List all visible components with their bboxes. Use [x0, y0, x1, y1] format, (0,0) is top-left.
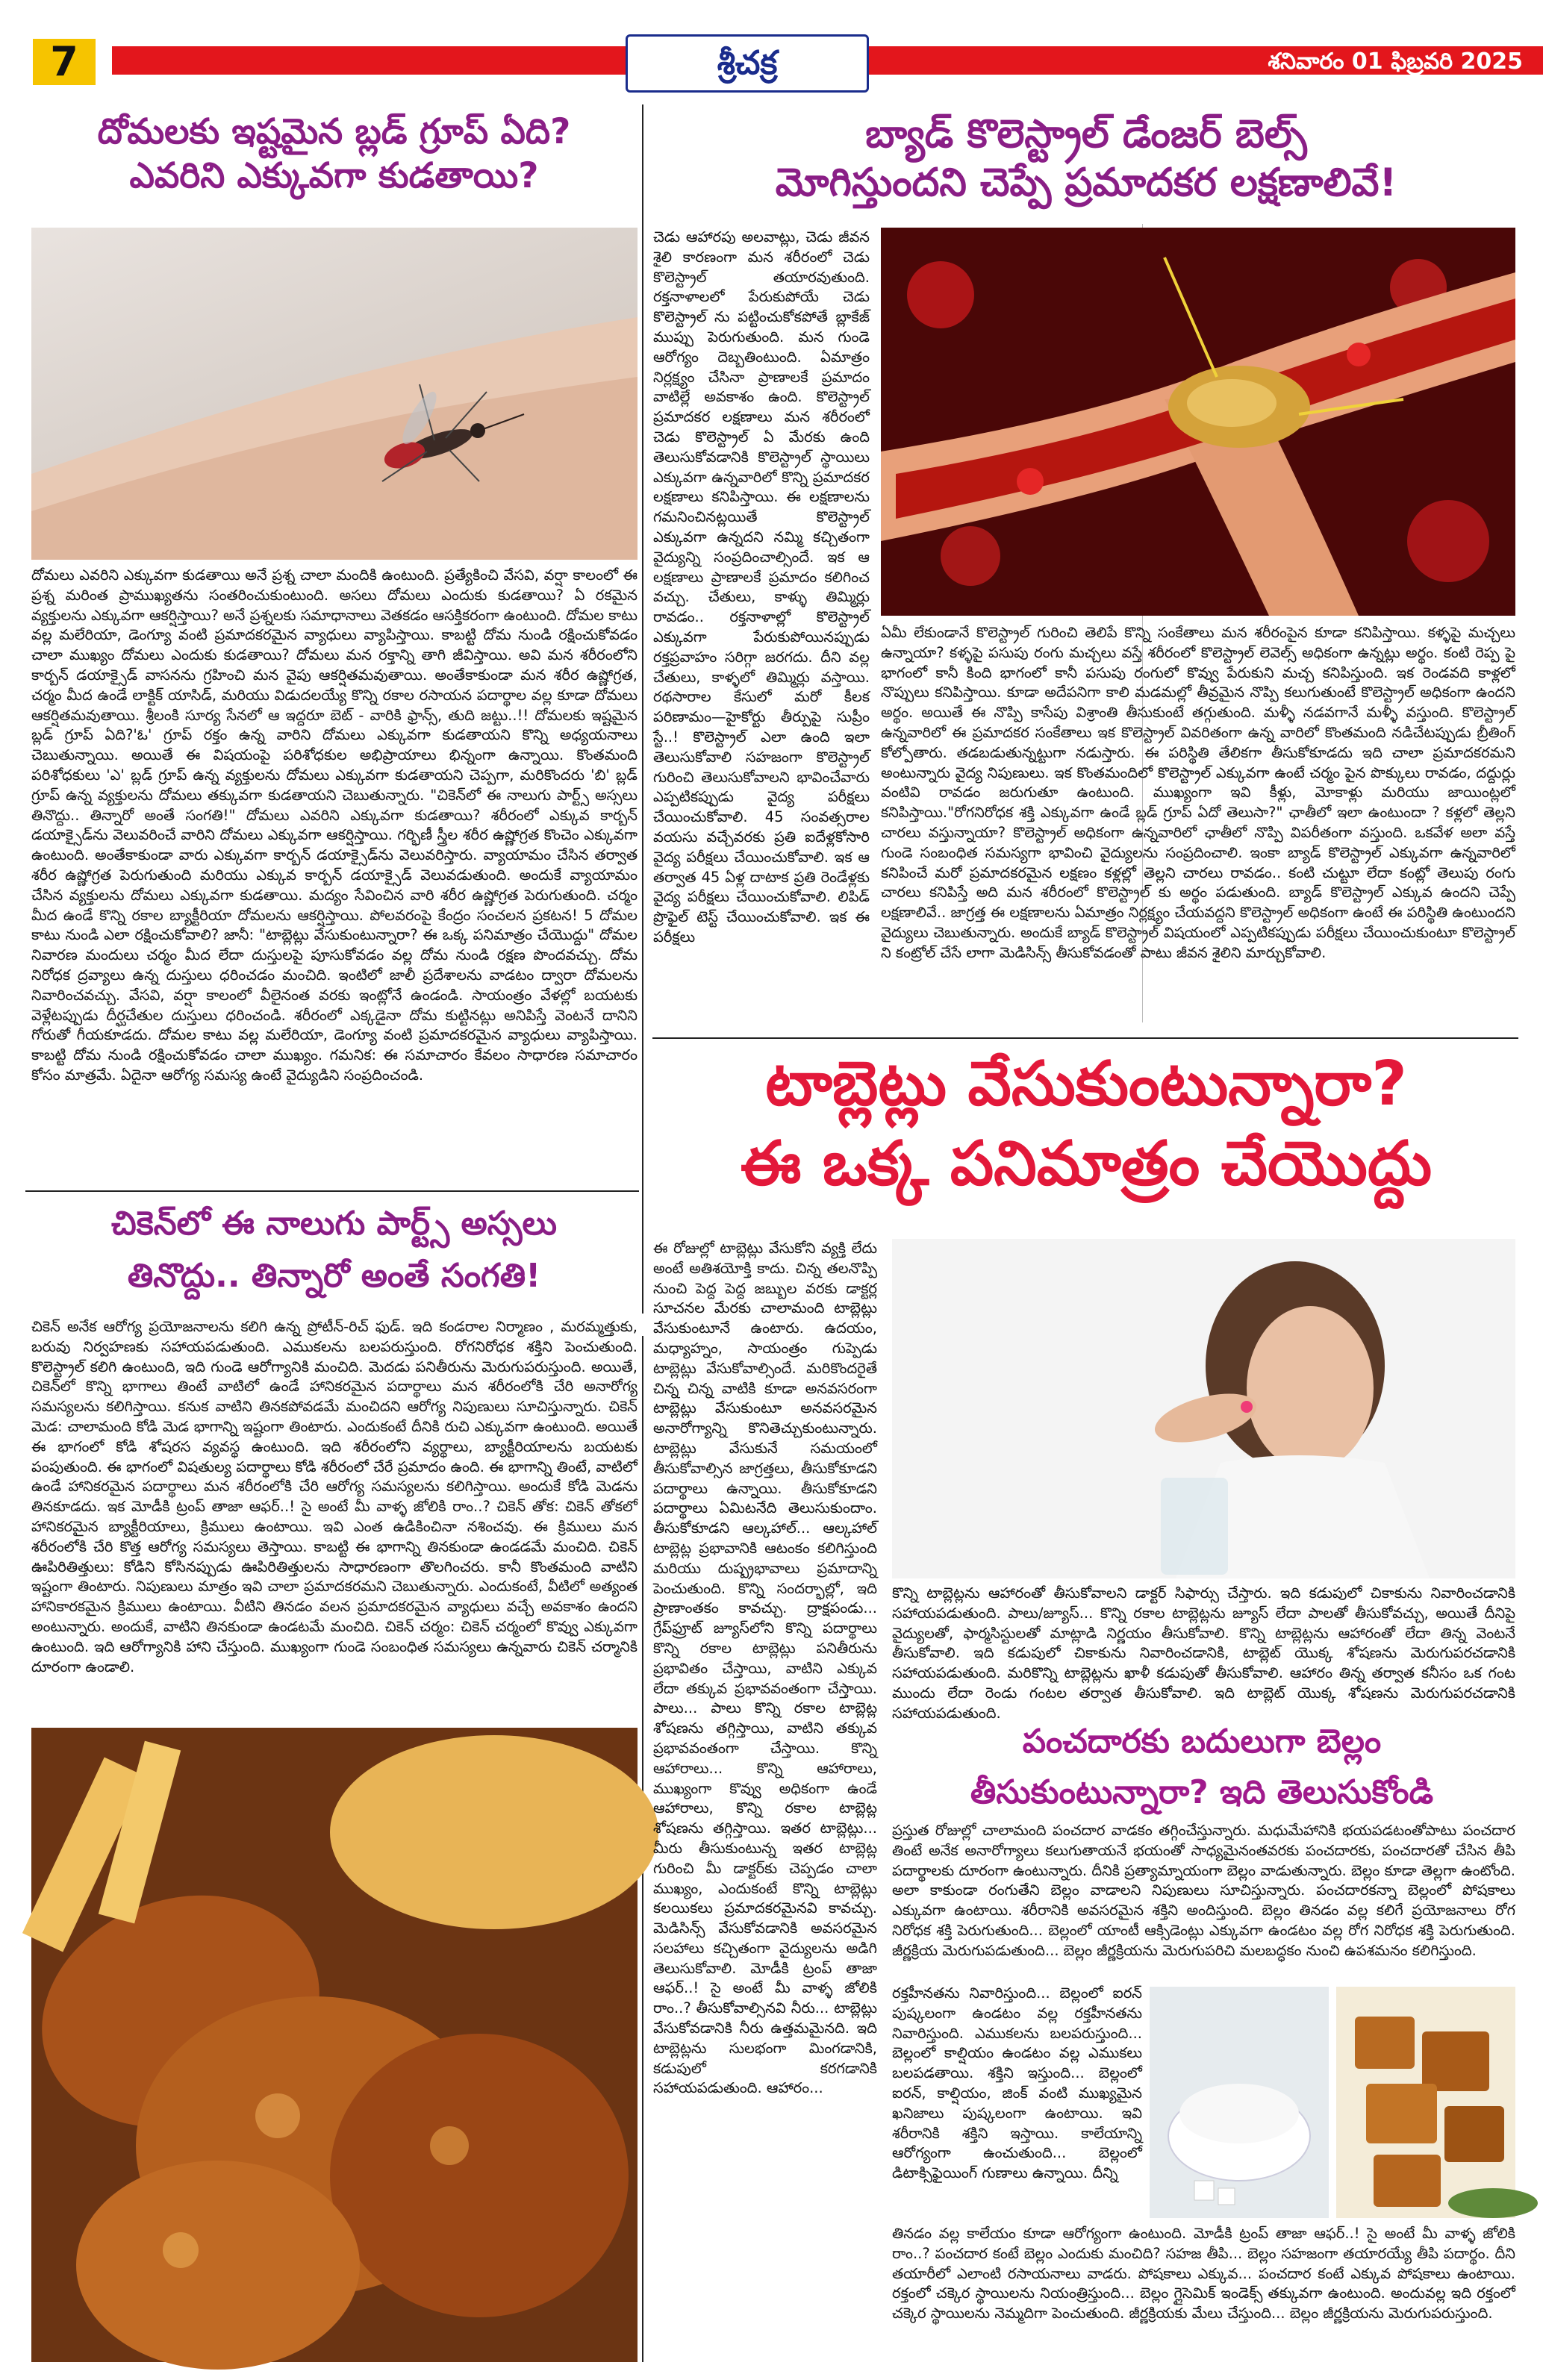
jaggery-headline [885, 1717, 1519, 1818]
jaggery-col-left: రక్తహీనతను నివారిస్తుంది... బెల్లంలో ఐరన్ పుష్కలంగా ఉండటం వల్ల రక్తహీనతను నివారిస్తుంది. ఎముకలను బలపరుస్తుంది... బెల్లంలో కాల్షియం ఉండటం వల్ల ఎముకలు బలపడతాయి. శక్తిని ఇస్తుంది... బెల్లంలో ఐరన్, కాల్షియం, జింక్ వంటి ముఖ్యమైన ఖనిజాలు పుష్కలంగా ఉంటాయి. ఇవి శరీరానికి శక్తిని ఇస్తాయి. కాలేయాన్ని ఆరోగ్యంగా ఉంచుతుంది... బెల్లంలో డిటాక్సిఫైయింగ్ గుణాలు ఉన్నాయి. దీన్ని [892, 1984, 1142, 2182]
mosquito-headline-line1: దోమలకు ఇష్టమైన బ్లడ్ గ్రూప్ ఏది? [97, 111, 571, 152]
cholesterol-headline [653, 110, 1519, 207]
chicken-headline-line2: తినొద్దు.. తిన్నారో అంతే సంగతి! [127, 1257, 541, 1296]
cholesterol-col-right: ఏమీ లేకుండానే కొలెస్ట్రాల్ గురించి తెలిపే కొన్ని సంకేతాలు మన శరీరంపైన కూడా కనిపిస్తాయి. కళ్ళపై మచ్చలు ఉన్నాయా? కళ్ళపై పసుపు రంగు మచ్చలు వస్తే శరీరంలో కొలెస్ట్రాల్ లెవెల్స్ అధికంగా ఉన్నట్లు అర్థం. కంటి రెప్ప పై భాగంలో కానీ కింది భాగంలో కానీ పసుపు రంగులో కొవ్వు పేరుకుని మచ్చ కనిపిస్తుంది. ఇక రెండవది కాళ్లలో నొప్పులు కనిపిస్తాయి. కూడా అదేపనిగా కాలి మడమల్లో తీవ్రమైన నొప్పి కలుగుతుంటే కొలెస్ట్రాల్ అధికంగా ఉందని అర్థం. అయితే ఈ నొప్పి కాసేపు విశ్రాంతి తీసుకుంటే తగ్గుతుంది. మళ్ళీ నడవగానే మళ్ళీ వస్తుంది. కొలెస్ట్రాల్ ఉన్నవారిలో ఈ ప్రమాదకర సంకేతాలు ఇక కొలెస్ట్రాల్ వివరితంగా ఉన్న వారిలో కొంతమంది నడిచేటప్పుడు బ్రీతింగ్ కోల్పోతారు. తడబడుతున్నట్టుగా నడుస్తారు. ఈ పరిస్థితి తేలికగా తీసుకోకూడదు ఇది చాలా ప్రమాదకరమని అంటున్నారు వైద్య నిపుణులు. ఇక కొంతమందిలో కొలెస్ట్రాల్ ఎక్కువగా ఉంటే చర్మం పైన పొక్కులు రావడం, దద్దుర్లు వంటివి రావడం జరుగుతూ ఉంటుంది. ముఖ్యంగా ఇవి కీళ్లు, మోకాళ్లు మరియు జాయింట్లలో కనిపిస్తాయి."రోగనిరోధక శక్తి ఎక్కువగా ఉండే బ్లడ్ గ్రూప్ ఏదో తెలుసా?" ఛాతీలో ఇలా ఉంటుందా ? కళ్లలో తెల్లని చారలు వస్తున్నాయా? కొలెస్ట్రాల్ అధికంగా ఉన్నవారిలో ఛాతీలో నొప్పి విపరీతంగా వస్తుంది. ఒకవేళ అలా వస్తే గుండె సంబంధిత సమస్యగా భావించి వైద్యులను సంప్రదించాలి. ఇంకా బ్యాడ్ కొలెస్ట్రాల్ ఎక్కువగా ఉన్నవారిలో కనిపించే మరో ప్రమాదకరమైన లక్షణం కళ్లల్లో తెల్లని చారలు రావడం.. కంటి చుట్టూ లేదా కంట్లో తెలుపు రంగు చారలు కనిపిస్తే అది మన శరీరంలో కొలెస్ట్రాల్ కు అర్థం పడుతుంది. బ్యాడ్ కొలెస్ట్రాల్ ఎక్కువ ఉందని చెప్పే లక్షణాలివే.. జాగ్రత్త ఈ లక్షణాలను ఏమాత్రం నిర్లక్ష్యం చేయవద్దని కొలెస్ట్రాల్ అధికంగా ఉంటే ఈ పరిస్థితి ఉంటుందని వైద్యులు చెబుతున్నారు. అందుకే బ్యాడ్ కొలెస్ట్రాల్ విషయంలో ఎప్పటికప్పుడు పరీక్షలు చేయించుకుంటూ కొలెస్ట్రాల్ ని కంట్రోల్ చేసే లాగా మెడిసిన్స్ తీసుకోవడంతో పాటు జీవన శైలిని మార్చుకోవాలి. [881, 624, 1515, 961]
chicken-body: చికెన్ అనేక ఆరోగ్య ప్రయోజనాలను కలిగి ఉన్న ప్రోటీన్-రిచ్ ఫుడ్. ఇది కండరాల నిర్మాణం , మరమ్మత్తుకు, బరువు నిర్వహణకు సహాయపడుతుంది. ఎముకలను బలపరుస్తుంది. రోగనిరోధక శక్తిని పెంచుతుంది. కొలెస్ట్రాల్ కలిగి ఉంటుంది, ఇది గుండె ఆరోగ్యానికి మంచిది. మెదడు పనితీరును మెరుగుపరుస్తుంది. అయితే, చికెన్‌లో కొన్ని భాగాలు తింటే వాటిలో ఉండే హానికరమైన పదార్థాలు మన శరీరంలోకి చేరి అనారోగ్య సమస్యలను కలిగిస్తాయి. కనుక వాటిని తినకపోవడమే మంచిదని ఆరోగ్య నిపుణులు సూచిస్తున్నారు. చికెన్ మెడ: చాలామంది కోడి మెడ భాగాన్ని ఇష్టంగా తింటారు. ఎందుకంటే దీనికి రుచి ఎక్కువగా ఉంటుంది. అయితే ఈ భాగంలో కోడి శోషరస వ్యవస్థ ఉంటుంది. ఇది శరీరంలోని వ్యర్థాలు, బ్యాక్టీరియాలను బయటకు పంపుతుంది. ఈ భాగంలో విషతుల్య పదార్థాలు కోడి శరీరంలో చేరే ప్రమాదం ఉంది. ఈ భాగాన్ని తింటే, వాటిలో ఉండే హానికరమైన పదార్థాలు మన శరీరంలోకి చేరి ఆరోగ్య సమస్యలను కలిగిస్తాయి. అందుకే కోడి మెడను తినకూడదు. ఇక మోడీకి ట్రంప్ తాజా ఆఫర్..! సై అంటే మీ వాళ్ళ జోలికి రాం..? చికెన్ తోక: చికెన్ తోకలో హానికరమైన బ్యాక్టీరియాలు, క్రిములు ఉంటాయి. ఇవి ఎంత ఉడికించినా నశించవు. ఈ క్రిములు మన శరీరంలోకి చేరి కొత్త ఆరోగ్య సమస్యలు తెస్తాయి. కాబట్టి ఈ భాగాన్ని తినకుండా ఉండడమే మంచిది. చికెన్ ఊపిరితిత్తులు: కోడిని కోసినప్పుడు ఊపిరితిత్తులను సాధారణంగా తొలగించరు. కానీ కొంతమంది వాటిని ఇష్టంగా తింటారు. నిపుణులు మాత్రం ఇవి చాలా ప్రమాదకరమని చెబుతున్నారు. ఎందుకంటే, వీటిలో అత్యంత హానికారకమైన క్రిములు ఉంటాయి. వీటిని తినడం వలన ప్రమాదకరమైన వ్యాధులు వచ్చే అవకాశం ఉందని అంటున్నారు. అందుకే, వాటిని తినకుండా ఉండటమే మంచిది. చికెన్ చర్మం: చికెన్ చర్మంలో కొవ్వు ఎక్కువగా ఉంటుంది. ఇది ఆరోగ్యానికి హాని చేస్తుంది. ముఖ్యంగా గుండె సంబంధిత సమస్యలు ఉన్నవారు చికెన్ చర్మానికి దూరంగా ఉండాలి. [31, 1318, 638, 1675]
sugar-and-jaggery-photo [1150, 1987, 1515, 2218]
tablets-col-left: ఈ రోజుల్లో టాబ్లెట్లు వేసుకోని వ్యక్తి లేదు అంటే అతిశయోక్తి కాదు. చిన్న తలనొప్పి నుంచి పెద్ద పెద్ద జబ్బుల వరకు డాక్టర్ల సూచనల మేరకు చాలామంది టాబ్లెట్లు వేసుకుంటూనే ఉంటారు. ఉదయం, మధ్యాహ్నం, సాయంత్రం గుప్పెడు టాబ్లెట్లు వేసుకోవాల్సిందే. మరికొందరైతే చిన్న చిన్న వాటికి కూడా అనవసరంగా టాబ్లెట్లు వేసుకుంటూ అనవసరమైన అనారోగ్యాన్ని కొనితెచ్చుకుంటున్నారు. టాబ్లెట్లు వేసుకునే సమయంలో తీసుకోవాల్సిన జాగ్రత్తలు, తీసుకోకూడని పదార్థాలు ఉన్నాయి. తీసుకోకూడని పదార్థాలు ఏమిటనేది తెలుసుకుందాం. తీసుకోకూడని ఆల్కహాల్... ఆల్కహాల్ టాబ్లెట్ల ప్రభావానికి ఆటంకం కలిగిస్తుంది మరియు దుష్ప్రభావాలు ప్రమాదాన్ని పెంచుతుంది. కొన్ని సందర్భాల్లో, ఇది ప్రాణాంతకం కావచ్చు. ద్రాక్షపండు... గ్రేప్‌ఫ్రూట్ జ్యూస్‌లోని కొన్ని పదార్థాలు కొన్ని రకాల టాబ్లెట్లు పనితీరును ప్రభావితం చేస్తాయి, వాటిని ఎక్కువ లేదా తక్కువ ప్రభావవంతంగా చేస్తాయి. పాలు... పాలు కొన్ని రకాల టాబ్లెట్ల శోషణను తగ్గిస్తాయి, వాటిని తక్కువ ప్రభావవంతంగా చేస్తాయి. కొన్ని ఆహారాలు... కొన్ని ఆహారాలు, ముఖ్యంగా కొవ్వు అధికంగా ఉండే ఆహారాలు, కొన్ని రకాల టాబ్లెట్ల శోషణను తగ్గిస్తాయి. ఇతర టాబ్లెట్లు... మీరు తీసుకుంటున్న ఇతర టాబ్లెట్ల గురించి మీ డాక్టర్‌కు చెప్పడం చాలా ముఖ్యం, ఎందుకంటే కొన్ని టాబ్లెట్లు కలయికలు ప్రమాదకరమైనవి కావచ్చు. మెడిసిన్స్ వేసుకోవడానికి అవసరమైన సలహాలు కచ్చితంగా వైద్యులను అడిగి తెలుసుకోవాలి. మోడీకి ట్రంప్ తాజా ఆఫర్..! సై అంటే మీ వాళ్ళ జోలికి రాం..? తీసుకోవాల్సినవి నీరు... టాబ్లెట్లు వేసుకోవడానికి నీరు ఉత్తమమైనది. ఇది టాబ్లెట్లను సులభంగా మింగడానికి, కడుపులో కరగడానికి సహాయపడుతుంది. ఆహారం... [653, 1240, 877, 2097]
issue-date: శనివారం 01 ఫిబ్రవరి 2025 [1268, 49, 1523, 75]
cholesterol-col-left: చెడు ఆహారపు అలవాట్లు, చెడు జీవన శైలి కారణంగా మన శరీరంలో చెడు కొలెస్ట్రాల్ తయారవుతుంది. రక్తనాళాలలో పేరుకుపోయే చెడు కొలెస్ట్రాల్ ను పట్టించుకోకపోతే బ్లాకేజ్ ముప్పు పెరుగుతుంది. మన గుండె ఆరోగ్యం దెబ్బతింటుంది. ఏమాత్రం నిర్లక్ష్యం చేసినా ప్రాణాలకే ప్రమాదం వాటిల్లే అవకాశం ఉంది. కొలెస్ట్రాల్ ప్రమాదకర లక్షణాలు మన శరీరంలో చెడు కొలెస్ట్రాల్ ఏ మేరకు ఉంది తెలుసుకోవడానికి కొలెస్ట్రాల్ స్థాయిలు ఎక్కువగా ఉన్నవారిలో కొన్ని ప్రమాదకర లక్షణాలు కనిపిస్తాయి. ఈ లక్షణాలను గమనించినట్లయితే కొలెస్ట్రాల్ ఎక్కువగా ఉన్నదని నమ్మి కచ్చితంగా వైద్యున్ని సంప్రదించాల్సిందే. ఇక ఆ లక్షణాలు ప్రాణాలకే ప్రమాదం కలిగించ వచ్చు. చేతులు, కాళ్ళు తిమ్మిర్లు రావడం.. రక్తనాళాల్లో కొలెస్ట్రాల్ ఎక్కువగా పేరుకుపోయినప్పుడు రక్తప్రవాహం సరిగ్గా జరగదు. దీని వల్ల చేతులు, కాళ్ళలో తిమ్మిర్లు వస్తాయి. రథసారాల కేసులో మరో కీలక పరిణామం—హైకోర్టు తీర్పుపై సుప్రీం స్టే..! కొలెస్ట్రాల్ ఎలా ఉంది ఇలా తెలుసుకోవాలి సహజంగా కొలెస్ట్రాల్ గురించి తెలుసుకోవాలని భావించేవారు ఎప్పటికప్పుడు వైద్య పరీక్షలు చేయించుకోవాలి. 45 సంవత్సరాల వయసు వచ్చేవరకు ప్రతి ఐదేళ్లకోసారి వైద్య పరీక్షలు చేయించుకోవాలి. ఇక ఆ తర్వాత 45 ఏళ్ల దాటాక ప్రతి రెండేళ్లకు వైద్య పరీక్షలు చేయించుకోవాలి. లిపిడ్ ప్రొఫైల్ టెస్ట్ చేయించుకోవాలి. ఇక ఈ పరీక్షలు [653, 228, 870, 946]
chicken-headline [30, 1198, 638, 1303]
tablets-headline [653, 1045, 1519, 1204]
mosquito-headline-line2: ఎవరిని ఎక్కువగా కుడతాయి? [129, 154, 539, 196]
tablets-col-right: కొన్ని టాబ్లెట్లను ఆహారంతో తీసుకోవాలని డాక్టర్ సిఫార్సు చేస్తారు. ఇది కడుపులో చికాకును నివారించడానికి సహాయపడుతుంది. పాలు/జ్యూస్... కొన్ని రకాల టాబ్లెట్లను జ్యూస్ లేదా పాలతో తీసుకోవచ్చు, అయితే దీనిపై వైద్యులతో, ఫార్మసిస్టులతో మాట్లాడి నిర్ణయం తీసుకోవాలి. కొన్ని టాబ్లెట్లను ఆహారంతో లేదా తిన్న వెంటనే తీసుకోవాలి. ఇది కడుపులో చికాకును నివారించడానికి, టాబ్లెట్ యొక్క శోషణను మెరుగుపరచడానికి సహాయపడుతుంది. మరికొన్ని టాబ్లెట్లను ఖాళీ కడుపుతో తీసుకోవాలి. ఆహారం తిన్న తర్వాత కనీసం ఒక గంట ముందు లేదా రెండు గంటల తర్వాత తీసుకోవాలి. ఇది టాబ్లెట్ యొక్క శోషణను మెరుగుపరచడానికి సహాయపడుతుంది. [892, 1584, 1515, 1722]
page-header [0, 0, 1543, 93]
page-number: 7 [33, 39, 96, 85]
section-divider [652, 1037, 1518, 1039]
masthead-logo: శ్రీచక్ర [626, 34, 869, 93]
tablets-headline-line2: ఈ ఒక్క పనిమాత్రం చేయొద్దు [740, 1128, 1433, 1199]
mosquito-photo [31, 228, 638, 560]
mosquito-body: దోమలు ఎవరిని ఎక్కువగా కుడతాయి అనే ప్రశ్న చాలా మందికి ఉంటుంది. ప్రత్యేకించి వేసవి, వర్షా కాలంలో ఈ ప్రశ్న మరింత ప్రాముఖ్యతను సంతరించుకుంటుంది. అసలు దోమలు ఎందుకు కుడతాయి? ఏ రకమైన వ్యక్తులను ఎక్కువగా ఆకర్షిస్తాయి? అనే ప్రశ్నలకు సమాధానాలు వెతకడం ఆసక్తికరంగా ఉంటుంది. దోమల కాటు వల్ల మలేరియా, డెంగ్యూ వంటి ప్రమాదకరమైన వ్యాధులు వ్యాపిస్తాయి. కాబట్టి దోమ నుండి రక్షించుకోవడం చాలా ముఖ్యం దోమలు ఎందుకు కుడతాయి? దోమలు మన రక్తాన్ని తాగి జీవిస్తాయి. అవి మన శరీరంలోని కార్బన్ డయాక్సైడ్ వాసనను గ్రహించి మన వైపు ఆకర్షితమవుతాయి. అంతేకాకుండా మన శరీర ఉష్ణోగ్రత, చర్మం మీద ఉండే లాక్టిక్ యాసిడ్, మరియు విడుదలయ్యే కొన్ని రకాల రసాయన పదార్థాల వల్ల కూడా దోమలు ఆకర్షితమవుతాయి. శ్రీలంకి సూర్య సేనలో ఆ ఇద్దరూ బెట్ - వారికి ఫ్రాన్స్, తుది జట్టు..!! దోమలకు ఇష్టమైన బ్లడ్ గ్రూప్ ఏది?'ఓ' గ్రూప్ రక్తం ఉన్న వారిని దోమలు ఎక్కువగా కుడతాయని కొన్ని అధ్యయనాలు చెబుతున్నాయి. అయితే ఈ విషయంపై పరిశోధకుల అభిప్రాయాలు భిన్నంగా ఉన్నాయి. కొంతమంది పరిశోధకులు 'ఎ' బ్లడ్ గ్రూప్ ఉన్న వ్యక్తులను దోమలు ఎక్కువగా కుడతాయని చెప్పగా, మరికొందరు 'బి' బ్లడ్ గ్రూప్ ఉన్న వ్యక్తులను దోమలు తక్కువగా కుడతాయని చెబుతున్నారు. "చికెన్‌లో ఈ నాలుగు పార్ట్స్ అస్సలు తినొద్దు.. తిన్నారో అంతే సంగతి!" దోమలు ఎవరిని ఎక్కువగా కుడతాయి? శరీరంలో ఎక్కువ కార్బన్ డయాక్సైడ్‌ను వెలువరించే వారిని దోమలు ఎక్కువగా ఆకర్షిస్తాయి. గర్భిణీ స్త్రీల శరీర ఉష్ణోగ్రత కొంచెం ఎక్కువగా ఉంటుంది. అంతేకాకుండా వారు ఎక్కువగా కార్బన్ డయాక్సైడ్‌ను వెలువరిస్తారు. వ్యాయామం చేసిన తర్వాత శరీర ఉష్ణోగ్రత పెరుగుతుంది మరియు ఎక్కువ కార్బన్ డయాక్సైడ్ వెలువడుతుంది. అందుకే వ్యాయామం చేసిన వ్యక్తులను దోమలు ఎక్కువగా కుడతాయి. మద్యం సేవించిన వారి శరీర ఉష్ణోగ్రత పెరుగుతుంది. చర్మం మీద ఉండే కొన్ని రకాల బ్యాక్టీరియా దోమలను ఆకర్షిస్తాయి. పోలవరంపై కేంద్రం సంచలన ప్రకటన! 5 దోమల కాటు నుండి ఎలా రక్షించుకోవాలి? జానీ: "టాబ్లెట్లు వేసుకుంటున్నారా? ఈ ఒక్క పనిమాత్రం చేయొద్దు" దోమల నివారణ మందులు చర్మం మీద లేదా దుస్తులపై పూసుకోవడం వల్ల దోమ నుండి రక్షణ పొందవచ్చు. దోమ నిరోధక ద్రవ్యాలు ఉన్న దుస్తులు ధరించడం మంచిది. ఇంటిలో జాలీ ప్రదేశాలను వాడటం ద్వారా దోమలను నివారించవచ్చు. వేసవి, వర్షా కాలంలో వీలైనంత వరకు ఇంట్లోనే ఉండండి. సాయంత్రం వేళల్లో బయటకు వెళ్లేటప్పుడు దీర్ఘచేతుల దుస్తులు ధరించండి. శరీరంలో ఎక్కడైనా దోమ కుట్టినట్లు అనిపిస్తే వెంటనే దానిని గోరుతో గీయకూడదు. దోమల కాటు వల్ల మలేరియా, డెంగ్యూ వంటి ప్రమాదకరమైన వ్యాధులు వ్యాపిస్తాయి. కాబట్టి దోమ నుండి రక్షించుకోవడం చాలా ముఖ్యం. గమనిక: ఈ సమాచారం కేవలం సాధారణ సమాచారం కోసం మాత్రమే. ఏదైనా ఆరోగ్య సమస్య ఉంటే వైద్యుడిని సంప్రదించండి. [31, 566, 638, 1084]
jaggery-outro: తినడం వల్ల కాలేయం కూడా ఆరోగ్యంగా ఉంటుంది. మోడీకి ట్రంప్ తాజా ఆఫర్..! సై అంటే మీ వాళ్ళ జోలికి రాం..? పంచదార కంటే బెల్లం ఎందుకు మంచిది? సహజ తీపి... బెల్లం సహజంగా తయారయ్యే తీపి పదార్థం. దీని తయారీలో ఎలాంటి రసాయనాలు వాడరు. పోషకాలు ఎక్కువ... పంచదార కంటే ఎక్కువ పోషకాలు ఉంటాయి. రక్తంలో చక్కెర స్థాయిలను నియంత్రిస్తుంది... బెల్లం గ్లైసెమిక్ ఇండెక్స్ తక్కువగా ఉంటుంది. అందువల్ల ఇది రక్తంలో చక్కెర స్థాయిలను నెమ్మదిగా పెంచుతుంది. జీర్ణక్రియకు మేలు చేస్తుంది... బెల్లం జీర్ణక్రియను మెరుగుపరుస్తుంది. [892, 2225, 1515, 2323]
chicken-photo [31, 1728, 638, 2362]
column-divider [642, 104, 643, 1314]
section-divider [25, 1190, 639, 1192]
jaggery-intro: ప్రస్తుత రోజుల్లో చాలామంది పంచదార వాడకం తగ్గించేస్తున్నారు. మధుమేహానికి భయపడటంతోపాటు పంచదార తింటే అనేక అనారోగ్యాలు కలుగుతాయనే భయంతో సాధ్యమైనంతవరకు పంచదారకు, పంచదారతో చేసిన తీపి పదార్థాలకు దూరంగా ఉంటున్నారు. దీనికి ప్రత్యామ్నాయంగా బెల్లం వాడుతున్నారు. బెల్లం కూడా తెల్లగా ఉంటోంది. అలా కాకుండా రంగుతేని బెల్లం వాడాలని నిపుణులు సూచిస్తున్నారు. పంచదారకన్నా బెల్లంలో పోషకాలు ఎక్కువగా ఉంటాయి. శరీరానికి అవసరమైన శక్తిని అందిస్తుంది. బెల్లం తినడం వల్ల కలిగే ప్రయోజనాలు రోగ నిరోధక శక్తి పెరుగుతుంది... బెల్లంలో యాంటీ ఆక్సిడెంట్లు ఎక్కువగా ఉండటం వల్ల రోగ నిరోధక శక్తి పెరుగుతుంది. జీర్ణక్రియ మెరుగుపడుతుంది... బెల్లం జీర్ణక్రియను మెరుగుపరిచి మలబద్ధకం నుంచి ఉపశమనం కలిగిస్తుంది. [892, 1822, 1515, 1959]
chicken-headline-line1: చికెన్‌లో ఈ నాలుగు పార్ట్స్ అస్సలు [111, 1205, 557, 1243]
cholesterol-headline-line1: బ్యాడ్ కొలెస్ట్రాల్ డేంజర్ బెల్స్ [865, 112, 1307, 157]
jaggery-headline-line2: తీసుకుంటున్నారా? ఇది తెలుసుకోండి [970, 1773, 1434, 1812]
artery-illustration [881, 228, 1515, 616]
cholesterol-headline-line2: మోగిస్తుందని చెప్పే ప్రమాదకర లక్షణాలివే! [775, 160, 1397, 205]
woman-taking-pill-photo [892, 1239, 1515, 1578]
mosquito-headline [30, 110, 638, 199]
jaggery-headline-line1: పంచదారకు బదులుగా బెల్లం [1022, 1722, 1382, 1761]
tablets-headline-line1: టాబ్లెట్లు వేసుకుంటున్నారా? [765, 1049, 1407, 1119]
